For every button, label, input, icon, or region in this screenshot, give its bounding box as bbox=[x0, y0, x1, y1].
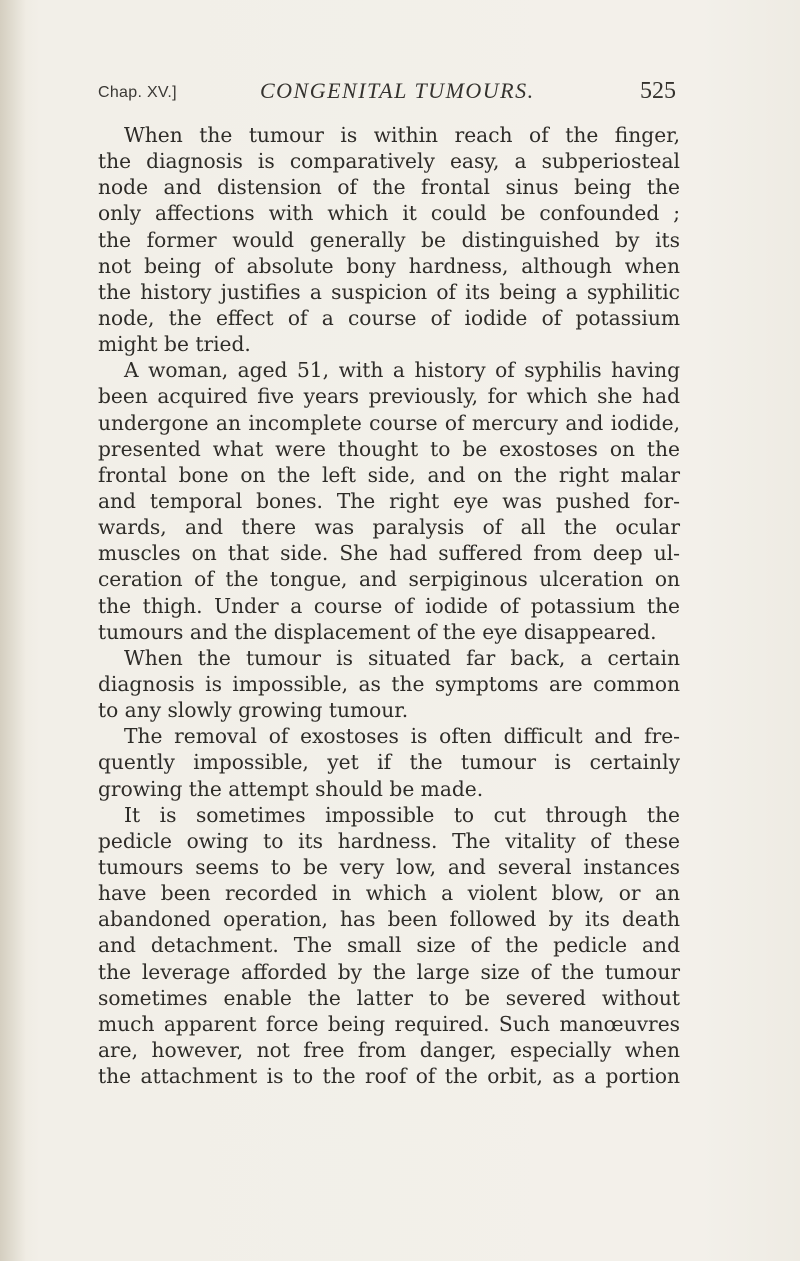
text-line: node, the effect of a course of iodide of potassium bbox=[98, 305, 680, 330]
text-line: tumours seems to be very low, and several instances bbox=[98, 854, 680, 879]
text-line: ceration of the tongue, and serpiginous ulceration on bbox=[98, 567, 680, 592]
text-line: the history justifies a suspicion of its being a syphilitic bbox=[98, 279, 680, 304]
paragraph bbox=[98, 723, 680, 801]
text-line: have been recorded in which a violent blow, or an bbox=[98, 881, 680, 906]
paragraph bbox=[98, 802, 680, 1090]
text-line: diagnosis is impossible, as the symptoms are common bbox=[98, 671, 680, 696]
text-line: sometimes enable the latter to be severed without bbox=[98, 985, 680, 1010]
text-line: are, however, not free from danger, especially when bbox=[98, 1037, 680, 1062]
text-line: been acquired five years previously, for which she had bbox=[98, 384, 680, 409]
text-line: pedicle owing to its hardness. The vitality of these bbox=[98, 828, 680, 853]
body-text bbox=[98, 122, 680, 1089]
text-line: undergone an incomplete course of mercury and iodide, bbox=[98, 410, 680, 435]
page-gutter-shadow bbox=[0, 0, 26, 1261]
text-line: the leverage afforded by the large size of the tumour bbox=[98, 959, 680, 984]
text-line: and temporal bones. The right eye was pushed for- bbox=[98, 488, 680, 513]
text-line: and detachment. The small size of the pedicle and bbox=[98, 933, 680, 958]
text-line: the thigh. Under a course of iodide of potassium the bbox=[98, 593, 680, 618]
text-line: the former would generally be distinguished by its bbox=[98, 227, 680, 252]
text-line: abandoned operation, has been followed by its death bbox=[98, 907, 680, 932]
text-line: the attachment is to the roof of the orbit, as a portion bbox=[98, 1064, 680, 1089]
text-line: frontal bone on the left side, and on the right malar bbox=[98, 462, 680, 487]
text-line: The removal of exostoses is often difficult and fre- bbox=[124, 724, 680, 749]
text-line: It is sometimes impossible to cut through the bbox=[124, 802, 680, 827]
paragraph bbox=[98, 122, 680, 357]
running-title: CONGENITAL TUMOURS. bbox=[260, 78, 535, 103]
text-line: the diagnosis is comparatively easy, a subperiosteal bbox=[98, 149, 680, 174]
text-line: not being of absolute bony hardness, although when bbox=[98, 253, 680, 278]
paragraph bbox=[98, 357, 680, 645]
text-line: When the tumour is situated far back, a certain bbox=[124, 645, 680, 670]
text-line: tumours and the displacement of the eye disappeared. bbox=[98, 619, 657, 644]
text-line: growing the attempt should be made. bbox=[98, 776, 484, 801]
text-line: muscles on that side. She had suffered from deep ul- bbox=[98, 541, 680, 566]
running-header bbox=[98, 78, 676, 118]
text-line: node and distension of the frontal sinus being the bbox=[98, 175, 680, 200]
text-line: to any slowly growing tumour. bbox=[98, 698, 409, 723]
text-line: only affections with which it could be confounded ; bbox=[98, 201, 680, 226]
text-line: quently impossible, yet if the tumour is certainly bbox=[98, 750, 680, 775]
page-number: 525 bbox=[640, 78, 676, 104]
text-line: When the tumour is within reach of the finger, bbox=[124, 123, 680, 147]
text-line: A woman, aged 51, with a history of syphilis having bbox=[124, 358, 680, 383]
text-line: wards, and there was paralysis of all the ocular bbox=[98, 515, 680, 540]
paragraph bbox=[98, 645, 680, 723]
text-line: might be tried. bbox=[98, 332, 251, 357]
text-line: presented what were thought to be exostoses on the bbox=[98, 436, 680, 461]
chapter-label: Chap. XV.] bbox=[98, 84, 177, 101]
text-line: much apparent force being required. Such manœuvres bbox=[98, 1011, 680, 1036]
